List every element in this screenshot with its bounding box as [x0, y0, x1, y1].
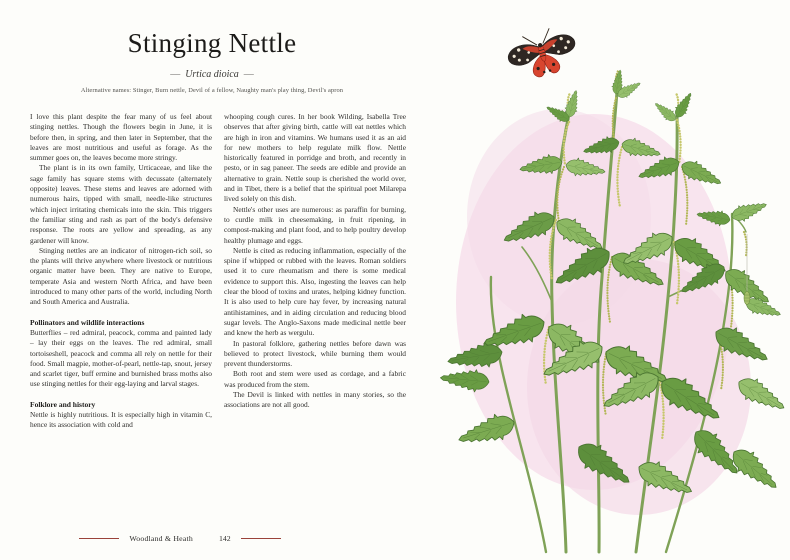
paragraph: Nettle is highly nutritious. It is especially high in vitamin C, hence its association with cold and	[30, 410, 212, 430]
page-number: 142	[218, 534, 231, 543]
body-columns	[30, 112, 406, 431]
paragraph: The Devil is linked with nettles in many stories, so the associations are not all good.	[224, 390, 406, 410]
paragraph: Nettle is cited as reducing inflammation, especially of the spine if whipped or rubbed with the leaves. Roman soldiers used it to cure rheumatism and there is some medical evidence to support this. Also, ingesting the leaves can help clear the blood of toxins and urates, helping kidney function. It is also used to help cure hay fever, by increasing natural antihistamines, and in aiding circulation and reducing blood sugar levels. The Anglo-Saxons made medicinal nettle beer and knew the herb as wergulu.	[224, 245, 406, 338]
paragraph: Both root and stem were used as cordage, and a fabric was produced from the stem.	[224, 369, 406, 389]
paragraph: I love this plant despite the fear many of us feel about stinging nettles. Though the flowers begin in June, it is before then, in spring, and then later in September, that the leaves are most nutritious and useful as forage. As the summer goes on, the leaves become more stringy.	[30, 112, 212, 163]
footer-section-label: Woodland & Heath	[129, 534, 193, 543]
section-heading-pollinators: Pollinators and wildlife interactions	[30, 317, 145, 327]
text-column-1	[30, 112, 212, 431]
page-header	[28, 28, 396, 94]
paragraph: In pastoral folklore, gathering nettles before dawn was believed to protect livestock, while burning them would prevent thunderstorms.	[224, 338, 406, 369]
scarlet-tiger-moth-illustration	[503, 23, 581, 84]
paragraph: whooping cough cures. In her book Wilding, Isabella Tree observes that after giving birth, cattle will eat nettles which are high in iron and vitamins. We humans used it as an aid for new mothers to help regulate milk flow. Nettle historically featured in porridge and broth, and recently in pesto, or in sag paneer. The seeds are edible and provide an alternative to grain. Nettle soup is cherished the world over, and in Tibet, there is a belief that the spiritual poet Milarepa lived solely on this dish.	[224, 112, 406, 204]
caterpillar-illustration	[744, 234, 750, 305]
alternative-names: Alternative names: Stinger, Burn nettle, Devil of a fellow, Naughty man's play thing, Devil's apron	[80, 87, 344, 94]
page-footer	[30, 534, 330, 543]
footer-rule-left	[79, 538, 119, 539]
text-column-2	[224, 112, 406, 431]
paragraph: Butterflies – red admiral, peacock, comma and painted lady – lay their eggs on the leaves. The red admiral, small tortoiseshell, peacock and comma all rely on nettle for their food. Small magpie, mother-of-pearl, nettle-tap, snout, jersey and scarlet tiger, buff ermine and burnished brass moths also use stinging nettles for their egg-laying and larval stages.	[30, 327, 212, 389]
page-title: Stinging Nettle	[127, 28, 297, 58]
nettle-illustration	[394, 2, 786, 555]
paragraph: The plant is in its own family, Urticaceae, and like the sage family has square stems with decussate (alternately opposite) leaves. These stems and leaves are adorned with numerous hairs, tipped with small, needle-like structures which inject irritating chemicals into the skin. This triggers the familiar sting and rash as part of the body's defensive response. The roots are yellow and spreading, as any gardener will know.	[30, 163, 212, 245]
latin-name: — Urtica dioica —	[28, 69, 396, 80]
paragraph: Stinging nettles are an indicator of nitrogen-rich soil, so the plants will thrive anywhere where livestock or nutritious organic matter have been. They are native to Europe, temperate Asia and western North Africa, and have been introduced to many other parts of the world, including North and South America and Australia.	[30, 245, 212, 307]
paragraph: Nettle's other uses are numerous: as paraffin for burning, to curdle milk in cheesemaking, in fruit ripening, in compost-making and plant food, and to help poultry develop healthy plumage and eggs.	[224, 204, 406, 245]
footer-rule-right	[241, 538, 281, 539]
section-heading-folklore: Folklore and history	[30, 399, 96, 409]
